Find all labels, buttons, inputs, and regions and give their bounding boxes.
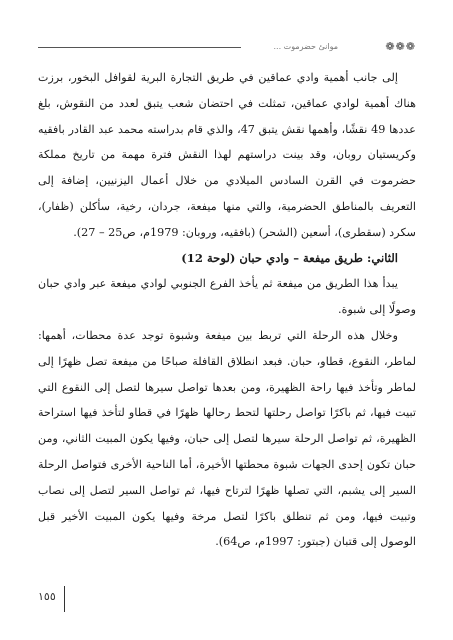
paragraph-3: وخلال هذه الرحلة التي تربط بين ميفعة وشبوة توجد عدة محطات، أهمها: لماطر، النقوع، قطاو، حبان. فبعد انطلاق القافلة صباحًا من ميفعة تصل ظهرًا إلى لماطر وتأخذ فيها راحة الظهيرة، ومن بعدها تواصل سيرها لتصل إلى النقوع التي تبيت فيها، ثم باكرًا تواصل رحلتها لتحط رحالها ظهرًا في قطاو لتأخذ فيها استراحة الظهيرة، ثم تواصل الرحلة سيرها لتصل إلى حبان، وفيها يكون المبيت الثاني، ومن حبان تكون إحدى الجهات شبوة محطتها الأخيرة، أما الناحية الأخرى فتواصل الرحلة السير إلى يشبم، التي تصلها ظهرًا لترتاح فيها، ثم تواصل السير لتصل إلى نصاب وتبيت فيها، ومن ثم تنطلق باكرًا لتصل مرخة وفيها يكون المبيت الأخير قبل الوصول إلى قتبان (جبتور: 1997م، ص64). bbox=[38, 328, 416, 549]
header-rule bbox=[38, 47, 241, 48]
running-header bbox=[38, 40, 416, 56]
page-number-rule bbox=[64, 586, 65, 612]
header-ornament: ❁❁❁ bbox=[385, 40, 416, 53]
body-text bbox=[38, 65, 416, 555]
paragraph-2: يبدأ هذا الطريق من ميفعة ثم يأخذ الفرع الجنوبي لوادي ميفعة عبر وادي حبان وصولًا إلى شبوة. bbox=[38, 277, 416, 317]
running-header-title: موانئ حضرموت ... bbox=[273, 42, 338, 51]
page-number: ١٥٥ bbox=[38, 590, 56, 603]
paragraph-1: إلى جانب أهمية وادي عماقين في طريق التجارة البرية لقوافل البخور، برزت هناك أهمية لوادي عماقين، تمثلت في احتضان شعب يتبق لعدد من النقوش، بلغ عددها 49 نقشًا، وأهمها نقش يتبق 47، والذي قام بدراسته محمد عبد القادر بافقيه وكريستيان روبان، وقد بينت دراستهم لهذا النقش فترة مهمة من تاريخ مملكة حضرموت في القرن السادس الميلادي من خلال أعمال اليزنيين، إضافة إلى التعريف بالمناطق الحضرمية، والتي منها ميفعة، جردان، رخية، سأكلن (ظفار)، سكرد (سقطرى)، أسعين (الشحر) (بافقيه، وروبان: 1979م، ص25 – 27). bbox=[38, 71, 416, 239]
section-heading: الثاني: طريق ميفعة – وادي حبان (لوحة 12) bbox=[181, 250, 398, 265]
